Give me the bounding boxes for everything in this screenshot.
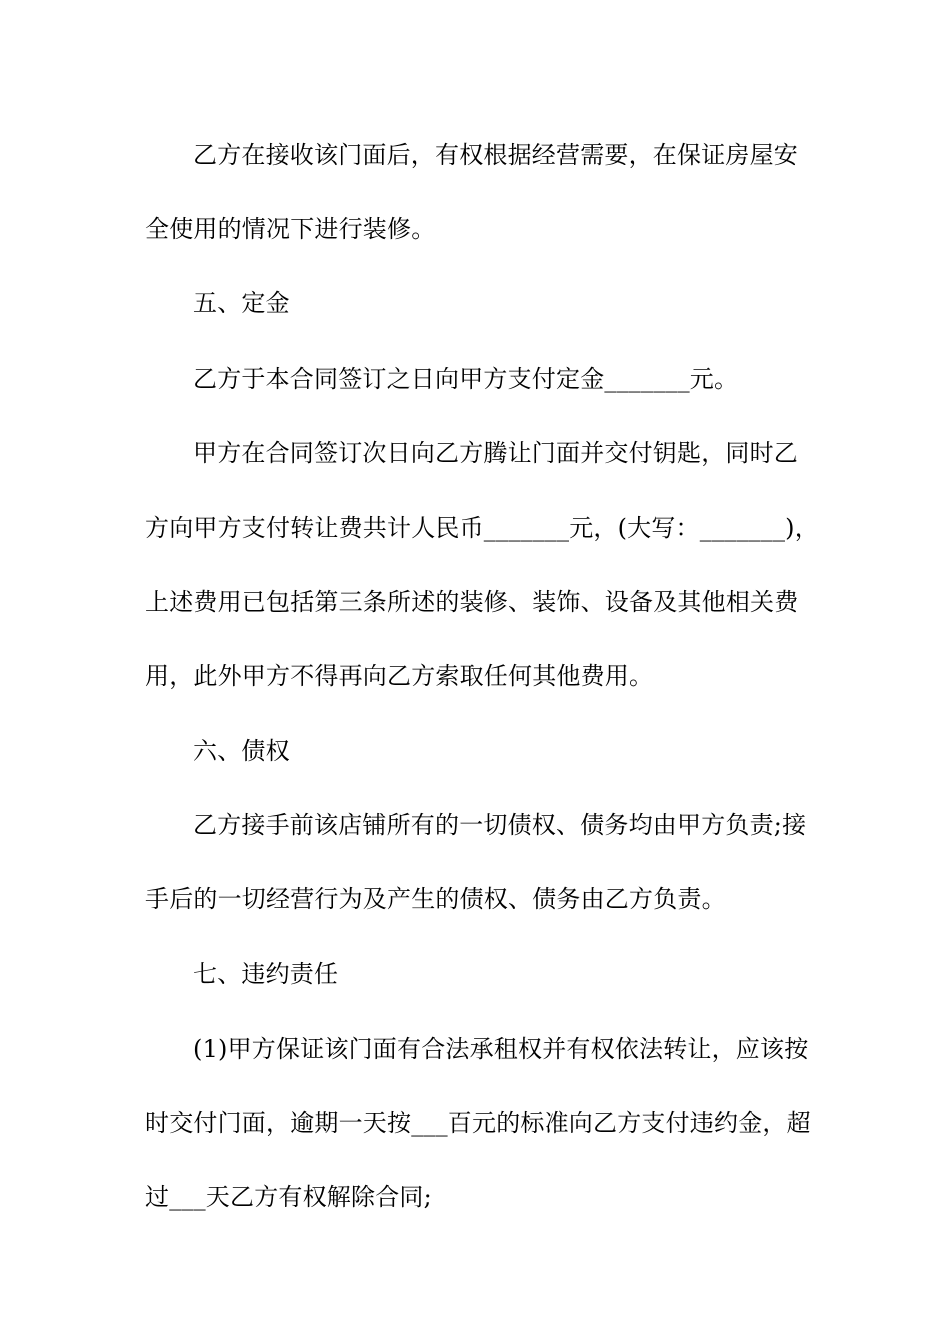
paragraph-line: 乙方在接收该门面后，有权根据经营需要，在保证房屋安 [193,141,798,169]
paragraph-line: 乙方于本合同签订之日向甲方支付定金_______元。 [193,365,739,393]
paragraph-line: 方向甲方支付转让费共计人民币_______元，(大写：_______)， [145,514,819,542]
paragraph-line: 甲方在合同签订次日向乙方腾让门面并交付钥匙，同时乙 [193,439,798,467]
paragraph-line: 用，此外甲方不得再向乙方索取任何其他费用。 [145,662,654,690]
paragraph-line: (1)甲方保证该门面有合法承租权并有权依法转让，应该按 [193,1035,809,1063]
paragraph-line: 全使用的情况下进行装修。 [145,215,436,243]
section-heading: 六、债权 [193,737,290,765]
section-heading: 五、定金 [193,289,290,317]
paragraph-line: 过___天乙方有权解除合同; [145,1183,432,1211]
paragraph-line: 乙方接手前该店铺所有的一切债权、债务均由甲方负责;接 [193,811,807,839]
paragraph-line: 时交付门面，逾期一天按___百元的标准向乙方支付违约金，超 [145,1109,811,1137]
section-heading: 七、违约责任 [193,960,339,988]
paragraph-line: 手后的一切经营行为及产生的债权、债务由乙方负责。 [145,885,726,913]
paragraph-line: 上述费用已包括第三条所述的装修、装饰、设备及其他相关费 [145,588,799,616]
